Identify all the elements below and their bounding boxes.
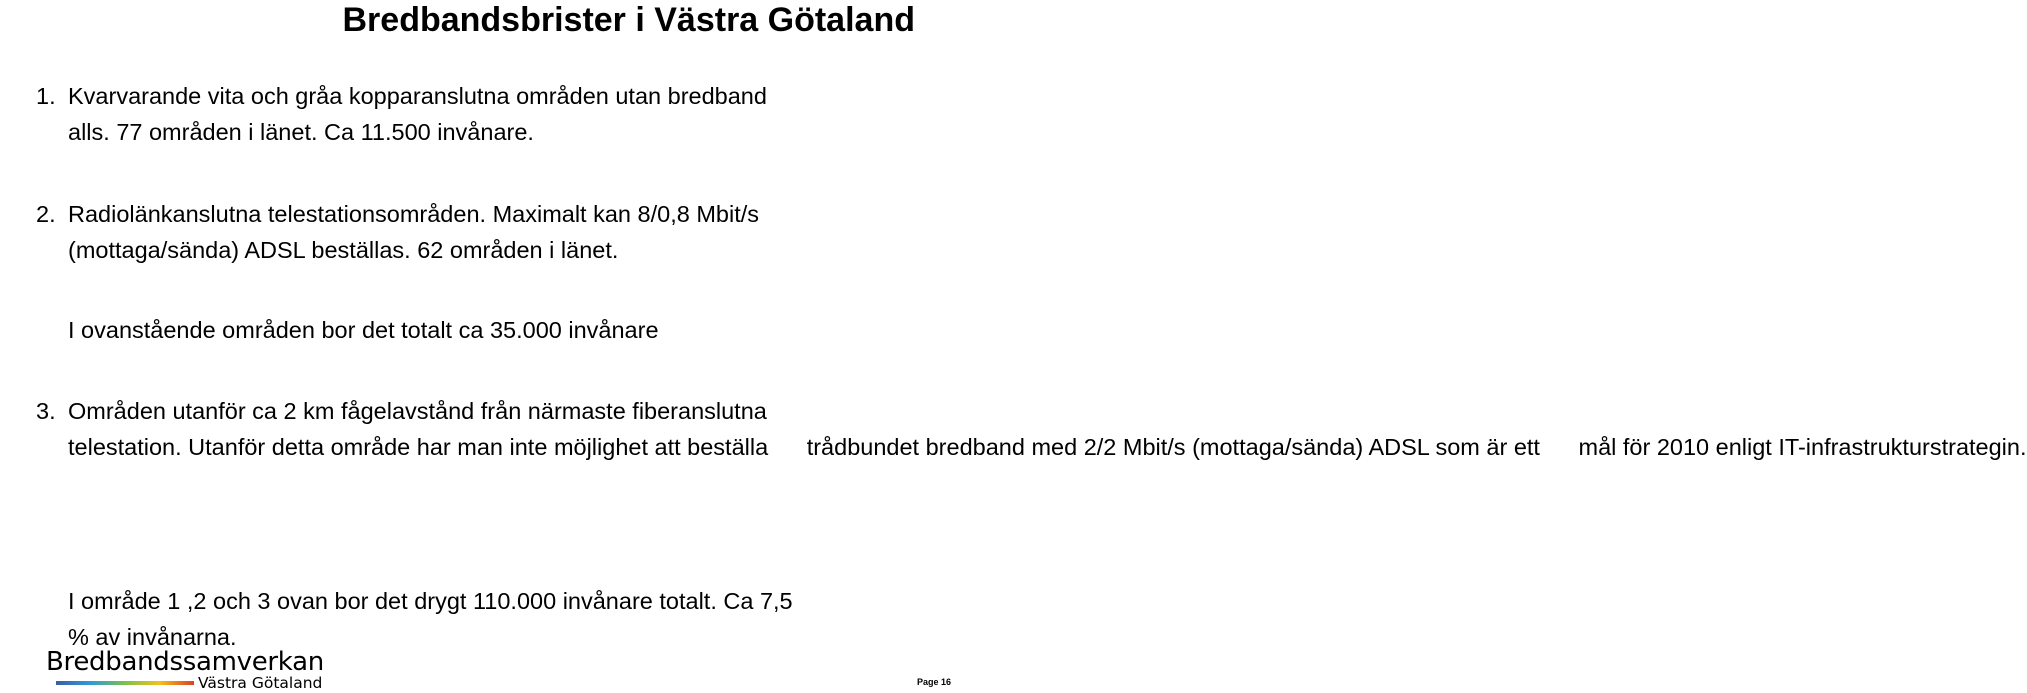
list-item-line [36, 79, 767, 115]
list-item-2 [36, 197, 759, 268]
logo-region: Västra Götaland [198, 674, 323, 692]
inhabitants-note: I ovanstående områden bor det totalt ca 35.000 invånare [68, 317, 659, 343]
list-item-line [36, 394, 2027, 430]
summary-line: I område 1 ,2 och 3 ovan bor det drygt 110.000 invånare totalt. Ca 7,5 [68, 588, 793, 614]
summary-note [68, 584, 793, 655]
list-item-1 [36, 79, 767, 150]
list-item-text: (mottaga/sända) ADSL beställas. 62 områden i länet. [68, 236, 619, 263]
list-item-3 [36, 394, 2027, 465]
list-item-text: telestation. Utanför detta område har man inte möjlighet att beställa [68, 433, 769, 460]
list-item-text: trådbundet bredband med 2/2 Mbit/s (mottaga/sända) ADSL som är ett [806, 433, 1540, 460]
list-item-text: Radiolänkanslutna telestationsområden. Maximalt kan 8/0,8 Mbit/s [68, 201, 760, 227]
bredbandssamverkan-logo [46, 647, 324, 692]
list-item-text: mål för 2010 enligt IT-infrastrukturstrategin. [1578, 433, 2027, 460]
page-number: Page 16 [916, 677, 951, 687]
list-item-text: Kvarvarande vita och gråa kopparanslutna områden utan bredband [68, 83, 767, 109]
list-number: 2. [36, 201, 56, 227]
logo-wordmark: Bredbandssamverkan [46, 647, 324, 677]
list-item-text: alls. 77 områden i länet. Ca 11.500 invånare. [68, 118, 534, 145]
list-number: 1. [36, 83, 56, 109]
list-item-text: Områden utanför ca 2 km fågelavstånd från närmaste fiberanslutna [68, 398, 767, 424]
summary-line: % av invånarna. [68, 623, 237, 650]
logo-color-bar [56, 681, 194, 685]
list-item-line [36, 197, 759, 233]
slide-title: Bredbandsbrister i Västra Götaland [342, 1, 915, 39]
list-number: 3. [36, 398, 56, 424]
logo-subline [56, 674, 322, 692]
